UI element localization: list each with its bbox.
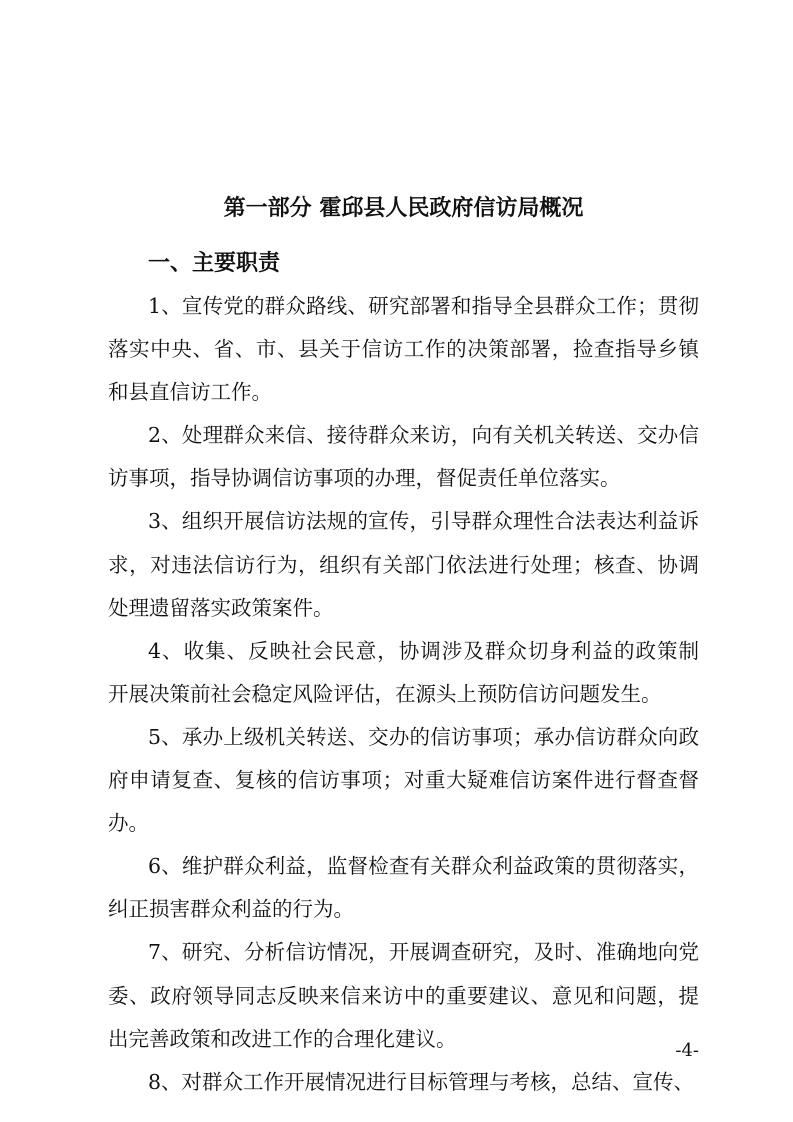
page-number: -4- <box>675 1040 699 1061</box>
text-line: 求，对违法信访行为，组织有关部门依法进行处理；核查、协调 <box>108 552 699 577</box>
text-line: 7、研究、分析信访情况，开展调查研究，及时、准确地向党 <box>148 940 699 965</box>
text-line: 出完善政策和改进工作的合理化建议。 <box>108 1026 457 1051</box>
paragraph <box>108 285 699 414</box>
paragraph <box>108 931 699 1060</box>
text-line: 4、收集、反映社会民意，协调涉及群众切身利益的政策制 <box>148 638 699 663</box>
text-line: 开展决策前社会稳定风险评估，在源头上预防信访问题发生。 <box>108 681 662 706</box>
section-heading: 一、主要职责 <box>148 251 281 276</box>
body-text <box>108 285 699 1104</box>
paragraph <box>108 630 699 716</box>
paragraph <box>108 845 699 931</box>
text-line: 5、承办上级机关转送、交办的信访事项；承办信访群众向政 <box>148 724 699 749</box>
paragraph <box>108 414 699 500</box>
text-line: 3、组织开展信访法规的宣传，引导群众理性合法表达利益诉 <box>148 509 699 534</box>
text-line: 和县直信访工作。 <box>108 380 272 405</box>
text-line: 处理遗留落实政策案件。 <box>108 595 334 620</box>
paragraph <box>108 1061 699 1104</box>
page-title: 第一部分 霍邱县人民政府信访局概况 <box>223 196 584 221</box>
text-line: 纠正损害群众利益的行为。 <box>108 897 354 922</box>
text-line: 6、维护群众利益，监督检查有关群众利益政策的贯彻落实， <box>148 854 699 879</box>
paragraph <box>108 716 699 845</box>
paragraph <box>108 500 699 629</box>
text-line: 2、处理群众来信、接待群众来访，向有关机关转送、交办信 <box>148 423 699 448</box>
text-line: 落实中央、省、市、县关于信访工作的决策部署，捡查指导乡镇 <box>108 337 699 362</box>
text-line: 委、政府领导同志反映来信来访中的重要建议、意见和问题，提 <box>108 983 699 1008</box>
text-line: 府申请复查、复核的信访事项；对重大疑难信访案件进行督查督 <box>108 768 699 793</box>
text-line: 1、宣传党的群众路线、研究部署和指导全县群众工作；贯彻 <box>148 294 699 318</box>
document-page <box>108 187 699 1104</box>
text-line: 访事项，指导协调信访事项的办理，督促责任单位落实。 <box>108 466 621 491</box>
text-line: 8、对群众工作开展情况进行目标管理与考核，总结、宣传、 <box>148 1069 695 1094</box>
text-line: 办。 <box>108 811 149 836</box>
